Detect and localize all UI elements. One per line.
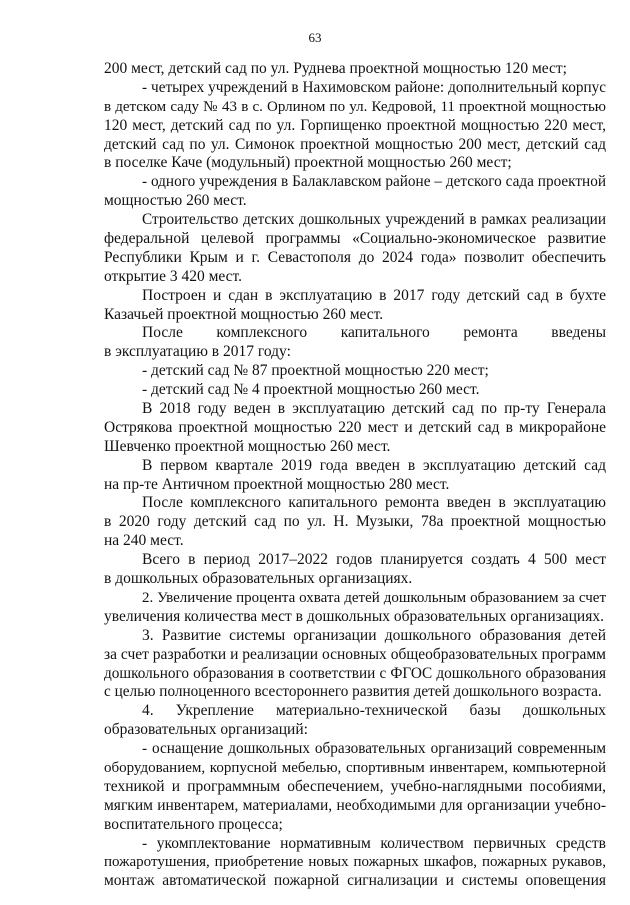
text-line: открытие 3 420 мест. [104, 267, 243, 285]
text-line: оборудованием, корпусной мебелью, спортивным инвентарем, компьютерной [104, 759, 606, 776]
text-line: увеличения количества мест в дошкольных образовательных организациях. [104, 607, 604, 625]
text-line: федеральной целевой программы «Социально-экономическое развитие [104, 230, 606, 248]
text-line: монтаж автоматической пожарной сигнализации и системы оповещения [104, 872, 606, 890]
text-line: Строительство детских дошкольных учреждений в рамках реализации [142, 211, 606, 229]
page-number: 63 [308, 30, 322, 45]
text-line: - оснащение дошкольных образовательных организаций современным [142, 740, 606, 758]
text-line: Казачьей проектной мощностью 260 мест. [104, 305, 384, 323]
text-line: Всего в период 2017–2022 годов планируется создать 4 500 мест [142, 551, 606, 569]
text-line: После комплексного капитального ремонта введены [142, 324, 606, 342]
text-line: 120 мест, детский сад по ул. Горпищенко проектной мощностью 220 мест, [104, 116, 606, 134]
text-line: - укомплектование нормативным количеством первичных средств [142, 834, 606, 852]
text-line: с целью полноценного всестороннего развития детей дошкольного возраста. [104, 683, 602, 701]
text-line: - детский сад № 4 проектной мощностью 260 мест. [142, 381, 480, 399]
text-line: После комплексного капитального ремонта введен в эксплуатацию [142, 494, 606, 512]
text-line: Республики Крым и г. Севастополя до 2024 года» позволит обеспечить [104, 248, 606, 266]
text-line: - четырех учреждений в Нахимовском районе: дополнительный корпус [142, 78, 606, 96]
text-line: техникой и программным обеспечением, учебно-наглядными пособиями, [104, 777, 606, 795]
text-line: детский сад по ул. Симонок проектной мощностью 200 мест, детский сад [104, 135, 606, 153]
text-line: в эксплуатацию в 2017 году: [104, 343, 291, 361]
text-line: мощностью 260 мест. [104, 192, 247, 210]
text-line: на пр-те Античном проектной мощностью 280 мест. [104, 475, 450, 493]
text-line: мягким инвентарем, материалами, необходимыми для организации учебно- [104, 796, 606, 814]
text-line: воспитательного процесса; [104, 815, 283, 833]
text-line: 4. Укрепление материально-технической базы дошкольных [142, 702, 606, 720]
text-line: 3. Развитие системы организации дошкольного образования детей [142, 626, 606, 644]
text-line: - детский сад № 87 проектной мощностью 220 мест; [142, 362, 489, 380]
text-line: образовательных организаций: [104, 721, 308, 739]
text-line: в поселке Каче (модульный) проектной мощностью 260 мест; [104, 154, 512, 172]
text-line: Шевченко проектной мощностью 260 мест. [104, 437, 391, 455]
text-line: за счет разработки и реализации основных общеобразовательных программ [104, 645, 606, 663]
text-line: дошкольного образования в соответствии с ФГОС дошкольного образования [104, 664, 606, 682]
text-line: В 2018 году веден в эксплуатацию детский сад по пр-ту Генерала [142, 400, 606, 418]
text-line: пожаротушения, приобретение новых пожарных шкафов, пожарных рукавов, [104, 854, 606, 871]
text-line: в 2020 году детский сад по ул. Н. Музыки, 78а проектной мощностью [104, 513, 606, 531]
text-line: в детском саду № 43 в с. Орлином по ул. Кедровой, 11 проектной мощностью [104, 98, 606, 115]
text-line: в дошкольных образовательных организациях. [104, 570, 413, 588]
text-line: - одного учреждения в Балаклавском районе – детского сада проектной [142, 173, 606, 191]
text-line: В первом квартале 2019 года введен в эксплуатацию детский сад [142, 456, 606, 474]
text-line: 200 мест, детский сад по ул. Руднева проектной мощностью 120 мест; [104, 60, 567, 77]
document-body-text [104, 60, 606, 891]
text-line: Построен и сдан в эксплуатацию в 2017 году детский сад в бухте [142, 286, 606, 304]
text-line: 2. Увеличение процента охвата детей дошкольным образованием за счет [142, 589, 606, 606]
text-line: Острякова проектной мощностью 220 мест и детский сад в микрорайоне [104, 418, 606, 436]
text-line: на 240 мест. [104, 532, 184, 550]
